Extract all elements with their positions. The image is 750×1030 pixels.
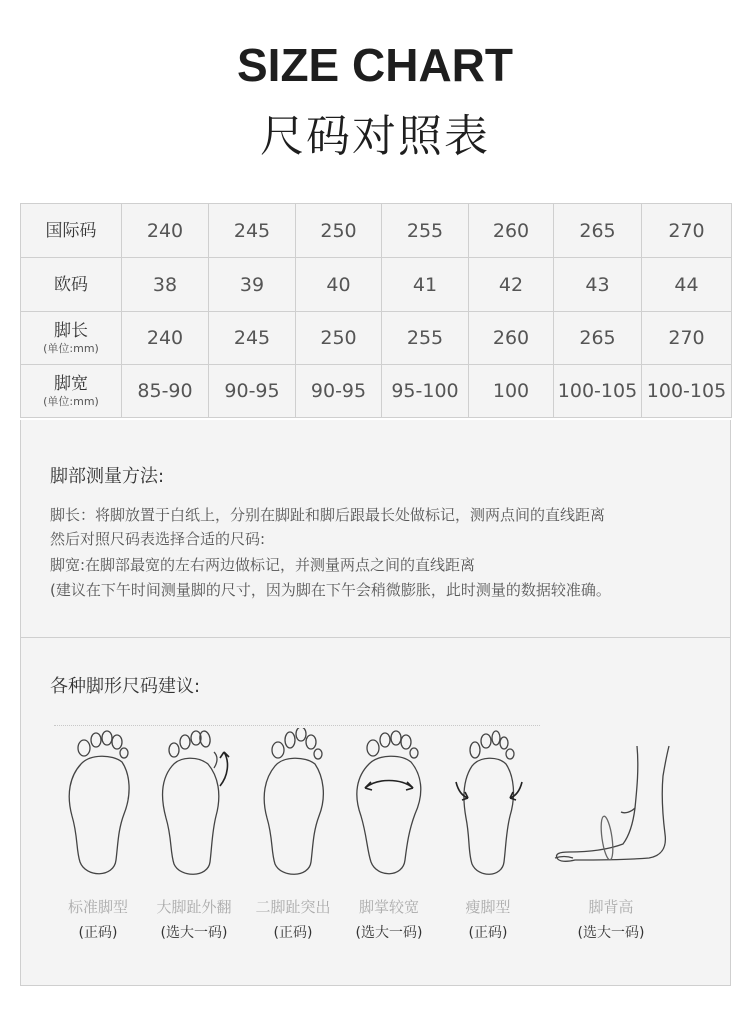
foot-shape-high-instep [541,728,681,942]
unit-label: (单位:mm) [43,341,99,355]
page-title-en: SIZE CHART [237,39,513,91]
table-cell: 43 [554,258,642,312]
table-cell: 38 [122,258,209,312]
row-label: 脚宽 (单位:mm) [21,365,122,418]
page-title-cn: 尺码对照表 [260,111,490,162]
table-cell: 100-105 [642,365,732,418]
table-cell: 42 [469,258,554,312]
table-cell: 255 [382,204,469,258]
measure-line: 脚长：将脚放置于白纸上，分别在脚趾和脚后跟最长处做标记，测两点间的直线距离 [50,506,606,524]
table-cell: 265 [554,312,642,365]
table-cell: 245 [209,204,296,258]
row-label: 欧码 [21,258,122,312]
table-cell: 85-90 [122,365,209,418]
table-cell: 44 [642,258,732,312]
table-cell: 90-95 [296,365,382,418]
foot-shape-advice: (正码) [273,925,313,941]
foot-shape-advice: (正码) [78,925,118,941]
table-cell: 95-100 [382,365,469,418]
measure-panel [20,420,731,638]
foot-shape-name: 瘦脚型 [465,898,511,916]
table-cell: 41 [382,258,469,312]
foot-shape-name: 脚掌较宽 [358,898,419,916]
table-cell: 270 [642,204,732,258]
foot-shape-wide [339,728,439,942]
foot-shape-advice: (选大一码) [160,925,228,941]
row-label: 脚长 (单位:mm) [21,312,122,365]
table-cell: 100-105 [554,365,642,418]
unit-label: (单位:mm) [43,394,99,408]
foot-shape-narrow [438,728,538,942]
narrow-foot-icon [448,728,528,878]
foot-shape-standard [48,728,148,942]
table-row-foot-length [21,312,732,365]
standard-foot-icon [58,728,138,878]
table-cell: 245 [209,312,296,365]
table-cell: 265 [554,204,642,258]
table-row-eu [21,258,732,312]
foot-shape-name: 大脚趾外翻 [156,898,232,916]
foot-shape-second-toe [243,728,343,942]
size-table [20,203,732,418]
measure-line: (建议在下午时间测量脚的尺寸，因为脚在下午会稍微膨胀，此时测量的数据较准确。 [50,581,611,599]
long-second-toe-foot-icon [253,728,333,878]
table-cell: 260 [469,204,554,258]
foot-shapes-panel [20,637,731,986]
table-cell: 250 [296,312,382,365]
row-label: 国际码 [21,204,122,258]
foot-shape-advice: (选大一码) [355,925,423,941]
foot-shape-bunion [144,728,244,942]
measure-title: 脚部测量方法: [50,466,165,487]
bunion-foot-icon [154,728,234,878]
table-cell: 100 [469,365,554,418]
foot-shape-name: 标准脚型 [67,898,128,916]
table-cell: 250 [296,204,382,258]
foot-shape-name: 二脚趾突出 [255,898,331,916]
table-cell: 270 [642,312,732,365]
foot-shape-advice: (正码) [468,925,508,941]
foot-shapes-title: 各种脚形尺码建议: [50,676,201,697]
table-cell: 40 [296,258,382,312]
high-instep-foot-icon [541,728,681,878]
table-row-foot-width [21,365,732,418]
table-cell: 240 [122,204,209,258]
wide-foot-icon [349,728,429,878]
table-cell: 260 [469,312,554,365]
table-cell: 39 [209,258,296,312]
table-cell: 90-95 [209,365,296,418]
measure-line: 脚宽:在脚部最宽的左右两边做标记，并测量两点之间的直线距离 [50,556,476,574]
table-cell: 240 [122,312,209,365]
measure-line: 然后对照尺码表选择合适的尺码: [50,530,266,548]
foot-shape-advice: (选大一码) [577,925,645,941]
table-row-intl [21,204,732,258]
foot-shape-name: 脚背高 [588,898,634,916]
dotted-divider [54,725,540,726]
table-cell: 255 [382,312,469,365]
